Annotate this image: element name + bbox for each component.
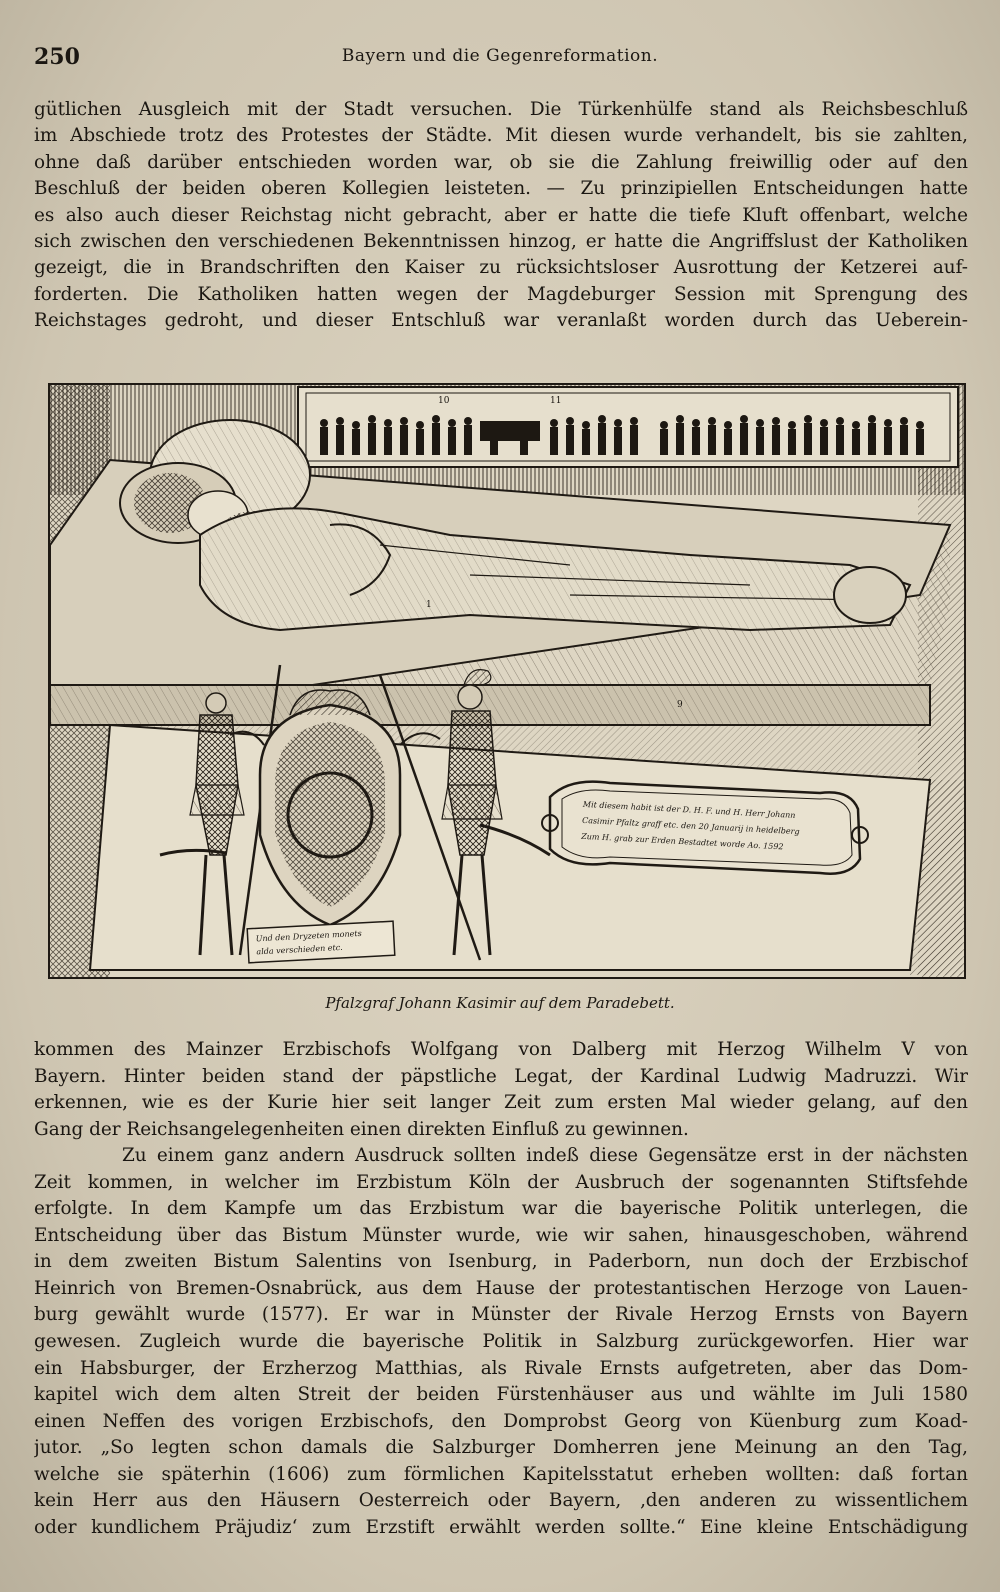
text-line: es also auch dieser Reichstag nicht gebracht, aber er hatte die tiefe Kluft offenbart, welche [34, 204, 968, 226]
text-line: erfolgte. In dem Kampfe um das Erzbistum war die bayerische Politik unterlegen, die [34, 1198, 968, 1220]
text-line: ein Habsburger, der Erzherzog Matthias, als Rivale Ernsts aufgetreten, aber das Dom- [34, 1357, 968, 1379]
effigy-mark-9: 9 [677, 700, 683, 710]
cartouche-line-3: Zum H. grab zur Erden Bestadtet worde Ao. 1592 [581, 831, 784, 852]
banner-line-2: alda verschieden etc. [256, 942, 343, 957]
text-line: burg gewählt wurde (1577). Er war in Münster der Rivale Herzog Ernsts von Bayern [34, 1304, 968, 1326]
text-line: erkennen, wie es der Kurie hier seit langer Zeit zum ersten Mal wieder gelang, auf den [34, 1092, 968, 1114]
cartouche-line-1: Mit diesem habit ist der D. H. F. und H. Herr Johann [582, 799, 796, 820]
running-title: Bayern und die Gegenreformation. [341, 46, 659, 66]
cartouche-line-2: Casimir Pfaltz graff etc. den 20 Januarij in heidelberg [581, 815, 800, 837]
procession-number-11: 11 [550, 396, 562, 406]
text-line: gewesen. Zugleich wurde die bayerische Politik in Salzburg zurückgeworfen. Hier war [34, 1331, 968, 1353]
figure-caption: Pfalzgraf Johann Kasimir auf dem Paradebett. [325, 994, 675, 1012]
text-line: oder kundlichem Präjudiz‘ zum Erzstift erwählt werden sollte.“ Eine kleine Entschädigung [34, 1516, 968, 1538]
text-line: kommen des Mainzer Erzbischofs Wolfgang von Dalberg mit Herzog Wilhelm V von [34, 1039, 968, 1060]
lying-in-state-engraving [50, 385, 964, 977]
text-line: im Abschiede trotz des Protestes der Städte. Mit diesen wurde verhandelt, bis sie zahlten, [34, 125, 968, 147]
text-line: Zu einem ganz andern Ausdruck sollten indeß diese Gegensätze erst in der nächsten [122, 1145, 968, 1167]
inscription-cartouche [542, 782, 868, 874]
text-line: Heinrich von Bremen-Osnabrück, aus dem Hause der protestantischen Herzoge von Lauen- [34, 1277, 968, 1299]
text-line: Gang der Reichsangelegenheiten einen direkten Einfluß zu gewinnen. [34, 1118, 689, 1140]
procession-number-10: 10 [438, 396, 450, 406]
text-line: forderten. Die Katholiken hatten wegen der Magdeburger Session mit Sprengung des [34, 283, 968, 305]
text-line: kapitel wich dem alten Streit der beiden Fürstenhäuser aus und wählte im Juli 1580 [34, 1384, 968, 1406]
bottom-paragraphs [34, 1037, 968, 1541]
page-header [0, 40, 1000, 80]
text-line: kein Herr aus den Häusern Oesterreich oder Bayern, ‚den anderen zu wissentlichem [34, 1490, 968, 1512]
text-line: gütlichen Ausgleich mit der Stadt versuchen. Die Türkenhülfe stand als Reichsbeschluß [34, 99, 968, 120]
text-line: einen Neffen des vorigen Erzbischofs, den Domprobst Georg von Küenburg zum Koad- [34, 1410, 968, 1432]
text-line: in dem zweiten Bistum Salentins von Isenburg, in Paderborn, nun doch der Erzbischof [34, 1251, 968, 1273]
procession-frieze [298, 387, 958, 467]
banner-line-1: Und den Dryzeten monets [255, 928, 362, 944]
top-paragraph [34, 97, 968, 335]
page-number: 250 [34, 44, 80, 70]
text-line: Zeit kommen, in welcher im Erzbistum Köln der Ausbruch der sogenannten Stiftsfehde [34, 1171, 968, 1193]
text-line: Reichstages gedroht, und dieser Entschluß war veranlaßt worden durch das Ueberein- [34, 310, 968, 332]
text-line: Entscheidung über das Bistum Münster wurde, wie wir sahen, hinausgeschoben, während [34, 1224, 968, 1246]
text-line: sich zwischen den verschiedenen Bekenntnissen hinzog, er hatte die Angriffslust der Katholiken [34, 231, 968, 253]
text-line: Beschluß der beiden oberen Kollegien leisteten. — Zu prinzipiellen Entscheidungen hatte [34, 178, 968, 200]
text-line: jutor. „So legten schon damals die Salzburger Domherren jene Meinung an den Tag, [34, 1437, 968, 1459]
effigy-mark-1: 1 [426, 600, 432, 610]
engraving-figure [48, 383, 966, 979]
text-line: welche sie späterhin (1606) zum förmlichen Kapitelsstatut erheben wollten: daß fortan [34, 1463, 968, 1485]
text-line: gezeigt, die in Brandschriften den Kaiser zu rücksichtsloser Ausrottung der Ketzerei auf- [34, 257, 968, 279]
text-line: Bayern. Hinter beiden stand der päpstliche Legat, der Kardinal Ludwig Madruzzi. Wir [34, 1065, 968, 1087]
text-line: ohne daß darüber entschieden worden war, ob sie die Zahlung freiwillig oder auf den [34, 151, 968, 173]
